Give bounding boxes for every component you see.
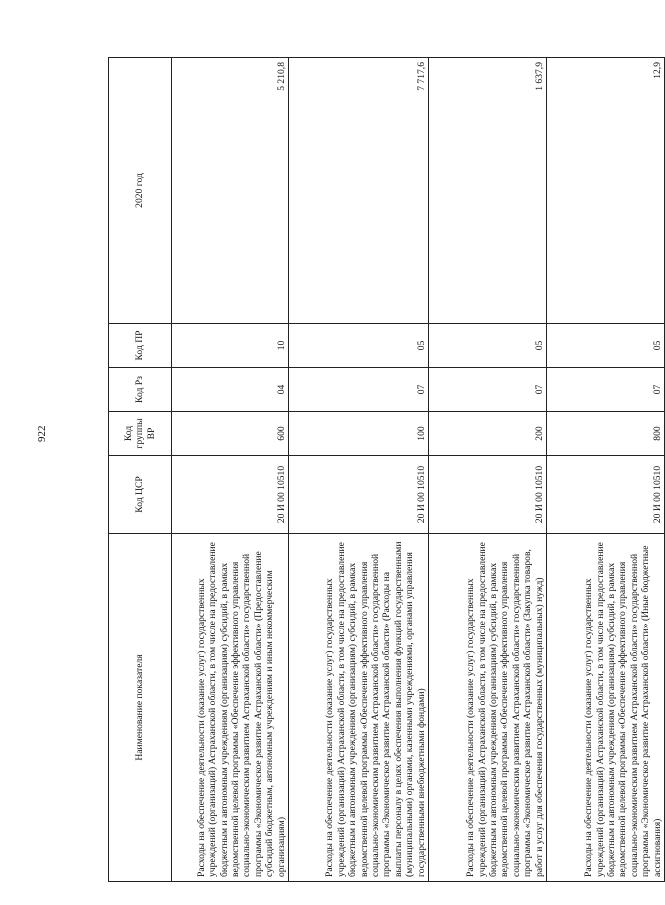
column-header-rz: Код Рз xyxy=(109,368,172,412)
rz-code: 04 xyxy=(172,368,289,412)
amount-2020: 5 210,8 xyxy=(172,58,289,324)
pr-code: 10 xyxy=(172,324,289,368)
rz-code: 07 xyxy=(289,368,429,412)
rz-code: 07 xyxy=(429,368,547,412)
amount-2020: 7 717,6 xyxy=(289,58,429,324)
column-header-vr: Код группы ВР xyxy=(109,412,172,456)
pr-code: 05 xyxy=(429,324,547,368)
column-header-csr: Код ЦСР xyxy=(109,456,172,534)
column-header-year-2020: 2020 год xyxy=(109,58,172,324)
indicator-name: Расходы на обеспечение деятельности (оказание услуг) государственных учреждений (организаций) Астраханской области, в том числе на предоставление бюджетным и автономным учреждениям (организациям) субсидий, в рамках ведомственной целевой программы «Обеспечение эффективного управления социально-экономическим развитием Астраханской области» государственной программы «Экономическое развитие Астраханской области» (Закупка товаров, работ и услуг для обеспечения государственных (муниципальных) нужд) xyxy=(429,534,547,882)
vr-code: 800 xyxy=(547,412,665,456)
vr-code: 100 xyxy=(289,412,429,456)
rz-code: 07 xyxy=(547,368,665,412)
vr-code: 200 xyxy=(429,412,547,456)
budget-table xyxy=(108,57,665,882)
amount-2020: 12,9 xyxy=(547,58,665,324)
csr-code: 20 И 00 10510 xyxy=(429,456,547,534)
indicator-name: Расходы на обеспечение деятельности (оказание услуг) государственных учреждений (организаций) Астраханской области, в том числе на предоставление бюджетным и автономным учреждениям (организациям) субсидий, в рамках ведомственной целевой программы «Обеспечение эффективного управления социально-экономическим развитием Астраханской области» государственной программы «Экономическое развитие Астраханской области» (Иные бюджетные ассигнования) xyxy=(547,534,665,882)
table-header-row xyxy=(109,58,172,882)
table-row xyxy=(289,58,429,882)
csr-code: 20 И 00 10510 xyxy=(547,456,665,534)
indicator-name: Расходы на обеспечение деятельности (оказание услуг) государственных учреждений (организаций) Астраханской области, в том числе на предоставление бюджетным и автономным учреждениям (организациям) субсидий, в рамках ведомственной целевой программы «Обеспечение эффективного управления социально-экономическим развитием Астраханской области» государственной программы «Экономическое развитие Астраханской области» (Расходы на выплаты персоналу в целях обеспечения выполнения функций государственными (муниципальными) органами, казенными учреждениями, органами управления государственными внебюджетными фондами) xyxy=(289,534,429,882)
amount-2020: 1 637,9 xyxy=(429,58,547,324)
rotated-page-content xyxy=(108,58,663,882)
pr-code: 05 xyxy=(547,324,665,368)
vr-code: 600 xyxy=(172,412,289,456)
pr-code: 05 xyxy=(289,324,429,368)
column-header-pr: Код ПР xyxy=(109,324,172,368)
indicator-name: Расходы на обеспечение деятельности (оказание услуг) государственных учреждений (организаций) Астраханской области, в том числе на предоставление бюджетным и автономным учреждениям (организациям) субсидий, в рамках ведомственной целевой программы «Обеспечение эффективного управления социально-экономическим развитием Астраханской области» государственной программы «Экономическое развитие Астраханской области» (Предоставление субсидий бюджетным, автономным учреждениям и иным некоммерческим организациям) xyxy=(172,534,289,882)
csr-code: 20 И 00 10510 xyxy=(172,456,289,534)
table-row xyxy=(172,58,289,882)
column-header-name: Наименование показателя xyxy=(109,534,172,882)
page-number: 922 xyxy=(36,425,48,442)
table-row xyxy=(429,58,547,882)
csr-code: 20 И 00 10510 xyxy=(289,456,429,534)
table-row xyxy=(547,58,665,882)
